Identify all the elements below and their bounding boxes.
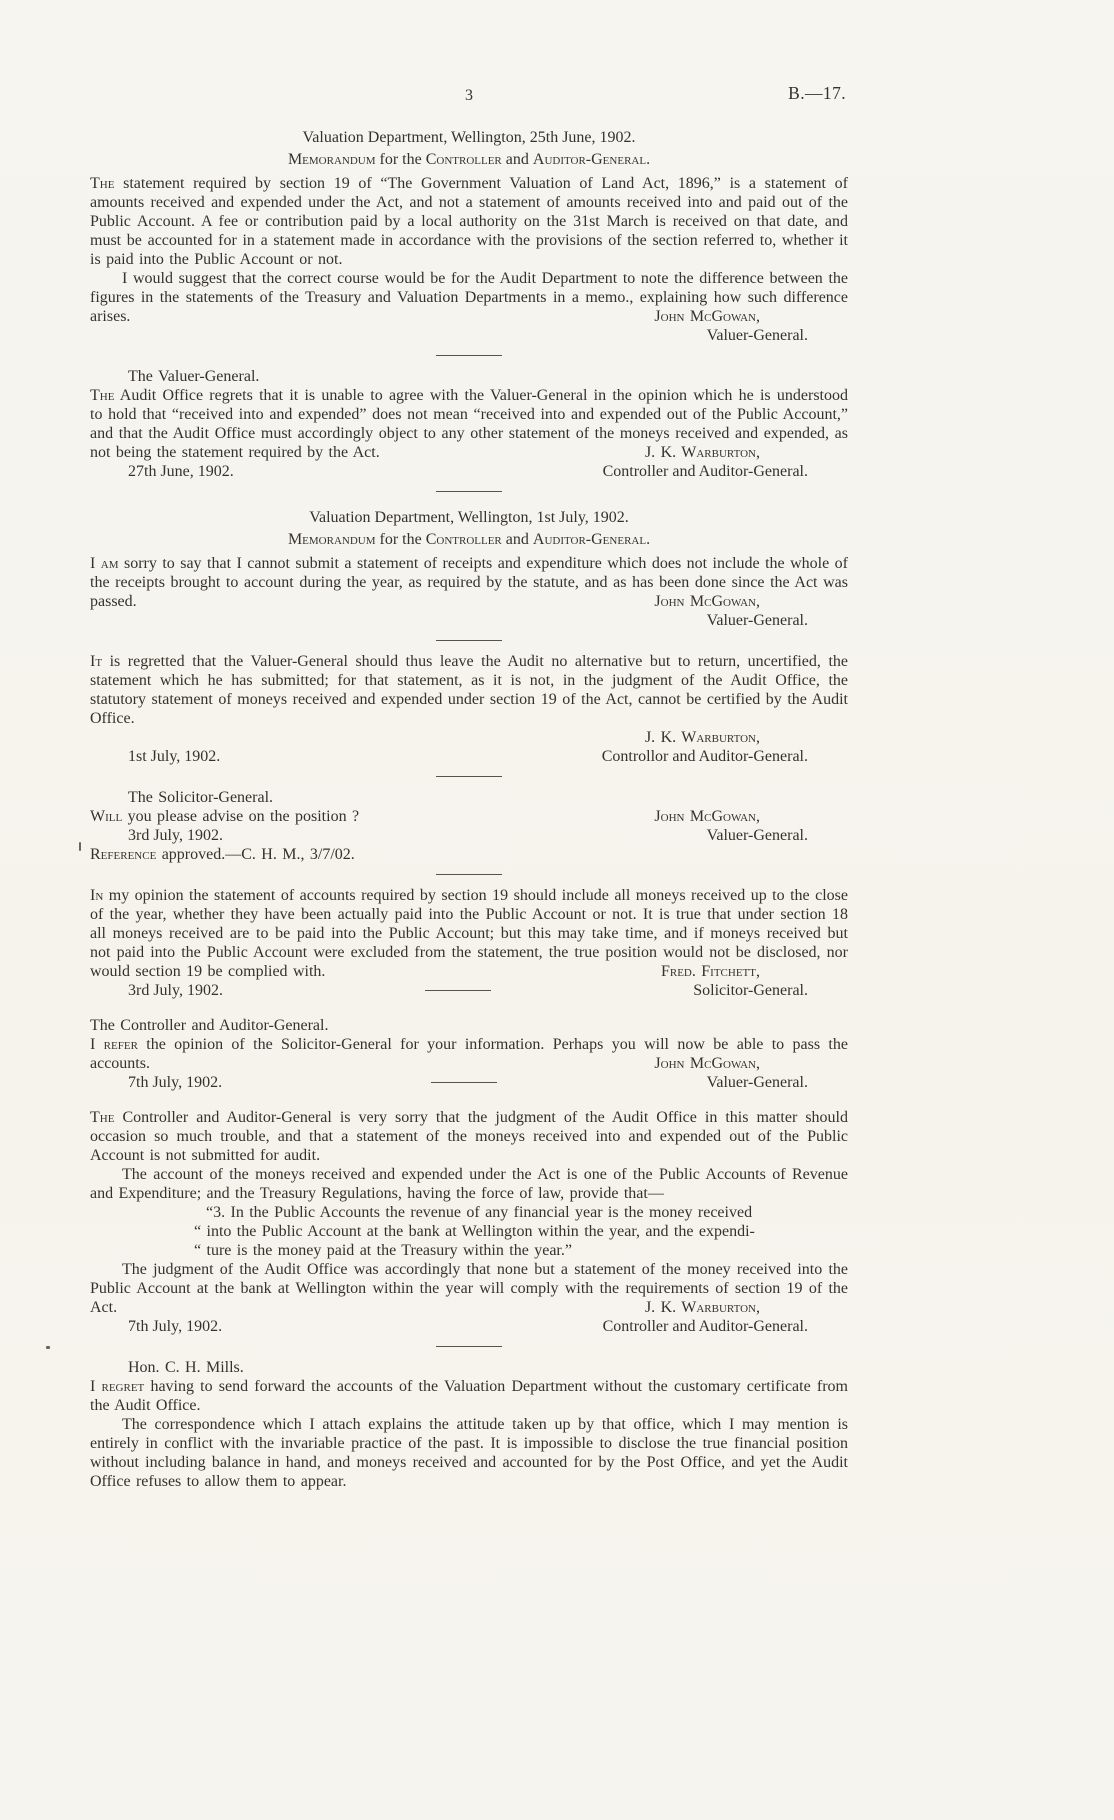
paragraph-text: the opinion of the Solicitor-General for your information. Perhaps you will now be able to pass the accounts. [90, 1036, 848, 1072]
memo-date: 1st July, 1902. [128, 748, 221, 765]
heading-segment: for the [375, 151, 426, 168]
memo-1-july-1902 [90, 508, 848, 641]
paragraph-text: The judgment of the Audit Office was accordingly that none but a statement of the money received into the Public Account at the bank at Wellington within the year will comply with the requirements of section 19 of the Act. [90, 1261, 848, 1316]
section-divider [425, 990, 491, 991]
signature-name: J. K. Warburton, [644, 729, 760, 746]
paragraph-text: sorry to say that I cannot submit a statement of receipts and expenditure which does not include the whole of the receipts brought to account during the year, as required by the statute, and as has been done since the Act was passed. [90, 555, 849, 610]
signature-title: Controller and Auditor-General. [602, 463, 808, 480]
paragraph [90, 1108, 848, 1165]
opinion-solicitor-general [90, 886, 848, 1000]
paragraph [90, 652, 848, 728]
memo-25-june-1902 [90, 128, 848, 356]
section-divider [436, 355, 502, 356]
paragraph-text: having to send forward the accounts of the Valuation Department without the customary certificate from the Audit Office. [90, 1378, 848, 1414]
section-divider [436, 491, 502, 492]
signature-row [90, 1073, 848, 1092]
heading-segment: Auditor-General. [532, 151, 651, 168]
heading-segment: Controller [425, 531, 502, 548]
lead-word: I am [90, 555, 119, 572]
audit-final-reply-7-july [90, 1108, 848, 1347]
memo-date: 3rd July, 1902. [128, 982, 223, 999]
scan-mark [79, 842, 81, 851]
paragraph-text: Audit Office regrets that it is unable to agree with the Valuer-General in the opinion which he is understood to hold that “received into and expended” does not mean “received into and expended out of the Public Account,” and that the Audit Office must accordingly object to any other statement of the moneys received and expended, as not being the statement required by the Act. [90, 387, 848, 461]
quotation-line: “ ture is the money paid at the Treasury within the year.” [194, 1242, 572, 1259]
signature-title: Valuer-General. [706, 612, 808, 629]
signature-row [90, 747, 848, 766]
paragraph-text: approved.—C. H. M., 3/7/02. [156, 846, 355, 863]
section-divider [436, 1346, 502, 1347]
quotation-line: “3. In the Public Accounts the revenue of any financial year is the money received [206, 1204, 753, 1221]
heading-segment: Memorandum [287, 531, 376, 548]
signature-title: Controller and Auditor-General. [602, 1318, 808, 1335]
lead-word: The [90, 175, 115, 192]
paragraph-text: statement required by section 19 of “The Government Valuation of Land Act, 1896,” is a statement of amounts received and expended under the Act, and not a statement of amounts received into and paid out of the Public Account. A fee or contribution paid by a local authority on the 31st March is received on that date, and must be accounted for in a statement made in accordance with the provisions of the section referred to, whether it is paid into the Public Account or not. [90, 175, 848, 268]
page-content [90, 83, 849, 1491]
paragraph [90, 807, 848, 826]
doc-ref: B.—17. [788, 83, 846, 103]
memo-heading [90, 530, 848, 549]
dateline-text: Valuation Department, Wellington, 1st July, 1902. [309, 509, 629, 526]
paragraph-text: you please advise on the position ? [122, 808, 360, 825]
lead-word: It [90, 653, 103, 670]
signature-title: Valuer-General. [706, 1074, 808, 1091]
audit-return-1-july [90, 652, 848, 777]
section-divider [436, 640, 502, 641]
paragraph [90, 886, 848, 981]
paragraph [90, 1377, 848, 1415]
signature-row [90, 826, 848, 845]
lead-word: The [90, 387, 115, 404]
paragraph [90, 386, 848, 462]
signature-title: Solicitor-General. [693, 982, 808, 999]
lead-word: In [90, 887, 104, 904]
section-divider [431, 1082, 497, 1083]
signature-row [90, 981, 848, 1000]
heading-segment: for the [375, 531, 426, 548]
section-divider [436, 776, 502, 777]
paragraph-text: my opinion the statement of accounts required by section 19 should include all moneys received up to the close of the year, whether they have been actually paid into the Public Account or not. It is true that under section 18 all moneys received are to be paid into the Public Account; but this may take time, and if moneys received but not paid into the Public Account were excluded from the statement, the true position would not be disclosed, nor would section 19 be complied with. [90, 887, 848, 980]
signature-name: John McGowan, [654, 593, 760, 610]
lead-word: Will [90, 808, 123, 825]
quotation-line: “ into the Public Account at the bank at Wellington within the year, and the expendi- [194, 1223, 755, 1240]
query-solicitor-general [90, 788, 848, 875]
lead-word: Reference [90, 846, 157, 863]
salutation: Hon. C. H. Mills. [128, 1359, 244, 1376]
memo-dateline [90, 508, 848, 527]
salutation: The Controller and Auditor-General. [90, 1017, 329, 1034]
salutation: The Valuer-General. [128, 368, 260, 385]
signature-name: J. K. Warburton, [644, 1299, 760, 1316]
refer-opinion-7-july [90, 1016, 848, 1092]
paragraph [90, 1165, 848, 1203]
memo-heading [90, 150, 848, 169]
heading-segment: Controller [425, 151, 502, 168]
signature-name: Fred. Fitchett, [660, 963, 760, 980]
heading-segment: and [501, 531, 533, 548]
heading-segment: Auditor-General. [532, 531, 651, 548]
memo-dateline [90, 128, 848, 147]
signature-name: J. K. Warburton, [644, 444, 760, 461]
note-to-mills [90, 1358, 848, 1491]
dateline-text: Valuation Department, Wellington, 25th June, 1902. [302, 129, 636, 146]
signature-row [90, 1317, 848, 1336]
paragraph [90, 554, 848, 611]
paragraph [90, 174, 848, 269]
heading-segment: and [501, 151, 533, 168]
memo-date: 7th July, 1902. [128, 1074, 223, 1091]
paragraph [90, 1415, 848, 1491]
salutation: The Solicitor-General. [128, 789, 274, 806]
paragraph-text: I would suggest that the correct course would be for the Audit Department to note the difference between the figures in the statements of the Treasury and Valuation Departments in a memo., explaining how such difference arises. [90, 270, 848, 325]
lead-word: I refer [90, 1036, 138, 1053]
section-divider [436, 874, 502, 875]
paragraph-text: The correspondence which I attach explains the attitude taken up by that office, which I may mention is entirely in conflict with the invariable practice of the past. It is impossible to disclose the true financial position without including balance in hand, and moneys received and accounted for by the Post Office, and yet the Audit Office refuses to allow them to appear. [90, 1416, 848, 1490]
paragraph-text: The account of the moneys received and expended under the Act is one of the Public Accounts of Revenue and Expenditure; and the Treasury Regulations, having the force of law, provide that— [90, 1166, 848, 1202]
lead-word: The [90, 1109, 115, 1126]
memo-date: 3rd July, 1902. [128, 827, 223, 844]
memo-date: 7th July, 1902. [128, 1318, 223, 1335]
audit-reply-27-june [90, 367, 848, 492]
scan-mark [46, 1346, 50, 1349]
paragraph [90, 1035, 848, 1073]
signature-name: John McGowan, [654, 308, 760, 325]
paragraph-text: Controller and Auditor-General is very sorry that the judgment of the Audit Office in this matter should occasion so much trouble, and that a statement of the moneys received into and expended out of the Public Account is not submitted for audit. [90, 1109, 848, 1164]
page-number: 3 [465, 87, 473, 104]
memo-date: 27th June, 1902. [128, 463, 234, 480]
signature-title: Controllor and Auditor-General. [601, 748, 808, 765]
reference-note [90, 845, 848, 864]
lead-word: I regret [90, 1378, 145, 1395]
signature-title: Valuer-General. [706, 327, 808, 344]
signature-name: John McGowan, [654, 808, 760, 825]
page-header [90, 83, 848, 106]
paragraph [90, 269, 848, 326]
signature-row [90, 462, 848, 481]
paragraph [90, 1260, 848, 1317]
signature-title: Valuer-General. [706, 827, 808, 844]
signature-name: John McGowan, [654, 1055, 760, 1072]
paragraph-text: is regretted that the Valuer-General should thus leave the Audit no alternative but to return, uncertified, the statement which he has submitted; for that statement, as it is not, in the judgment of the Audit Office, the statutory statement of moneys received and expended under section 19 of the Act, cannot be certified by the Audit Office. [90, 653, 848, 727]
heading-segment: Memorandum [287, 151, 376, 168]
